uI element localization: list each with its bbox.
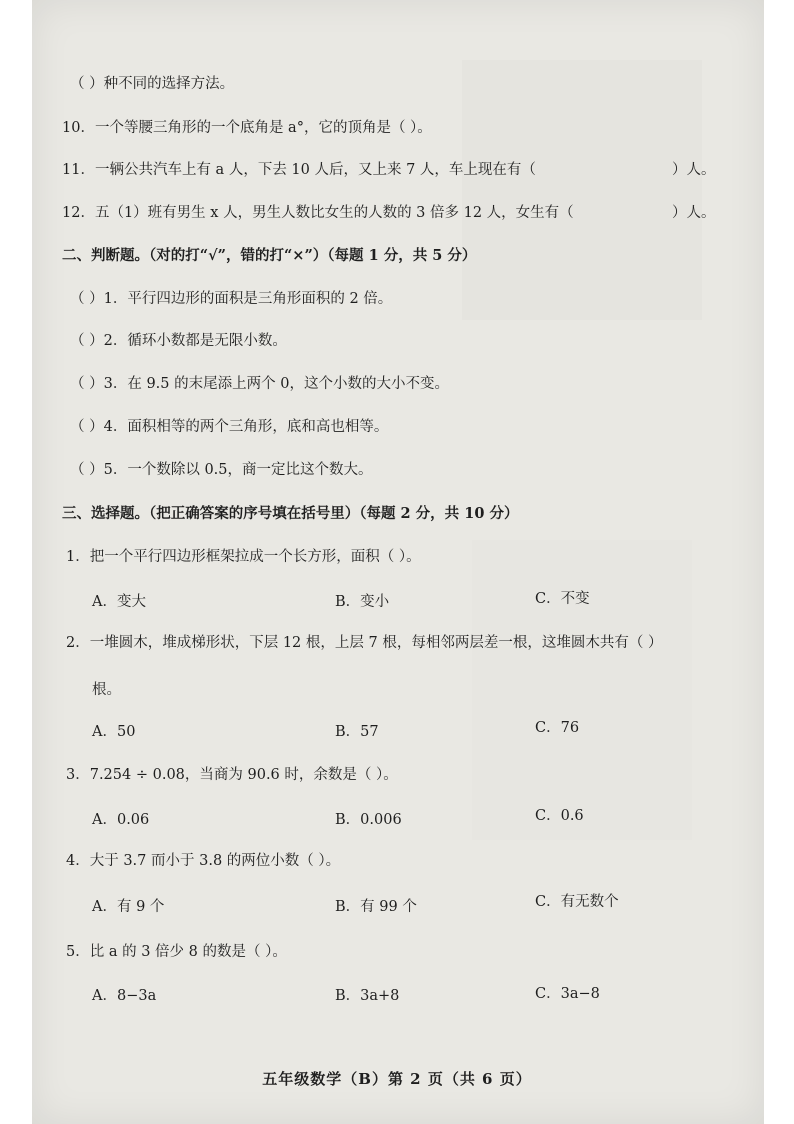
judge-item-2: （ ）2．循环小数都是无限小数。 (70, 333, 287, 349)
choice-3-option-a: A．0.06 (92, 812, 150, 828)
judge-item-3: （ ）3．在 9.5 的末尾添上两个 0，这个小数的大小不变。 (70, 376, 449, 392)
choice-4-option-c: C．有无数个 (535, 894, 619, 910)
judge-item-5: （ ）5．一个数除以 0.5，商一定比这个数大。 (70, 462, 373, 478)
choice-5-option-b: B．3a+8 (335, 988, 400, 1004)
judge-item-1: （ ）1．平行四边形的面积是三角形面积的 2 倍。 (70, 291, 393, 307)
section-judge-title: 二、判断题。（对的打“√”，错的打“×”）（每题 1 分，共 5 分） (62, 247, 477, 264)
choice-2-option-c: C．76 (535, 720, 580, 736)
choice-4-option-b: B．有 99 个 (335, 899, 417, 915)
section-choice-title: 三、选择题。（把正确答案的序号填在括号里）（每题 2 分，共 10 分） (62, 505, 519, 522)
choice-3-option-c: C．0.6 (535, 808, 584, 824)
page-footer: 五年级数学（B）第 2 页（共 6 页） (262, 1070, 532, 1088)
choice-question-2: 2．一堆圆木，堆成梯形状，下层 12 根，上层 7 根，每相邻两层差一根，这堆圆木共有（ ） (66, 635, 663, 651)
choice-question-3: 3．7.254 ÷ 0.08，当商为 90.6 时，余数是（ ）。 (66, 767, 398, 783)
choice-2-option-a: A．50 (92, 724, 136, 740)
question-11: 11．一辆公共汽车上有 a 人，下去 10 人后，又上来 7 人，车上现在有（ (62, 162, 536, 178)
choice-4-option-a: A．有 9 个 (92, 899, 165, 915)
choice-1-option-c: C．不变 (535, 591, 590, 607)
question-12: 12．五（1）班有男生 x 人，男生人数比女生的人数的 3 倍多 12 人，女生有（ (62, 205, 574, 221)
choice-3-option-b: B．0.006 (335, 812, 402, 828)
q9-tail: （ ）种不同的选择方法。 (70, 76, 235, 92)
choice-1-option-a: A．变大 (92, 594, 146, 610)
choice-2-option-b: B．57 (335, 724, 379, 740)
question-10: 10．一个等腰三角形的一个底角是 a°，它的顶角是（ ）。 (62, 120, 432, 136)
choice-question-4: 4．大于 3.7 而小于 3.8 的两位小数（ ）。 (66, 853, 341, 869)
choice-1-option-b: B．变小 (335, 594, 390, 610)
judge-item-4: （ ）4．面积相等的两个三角形，底和高也相等。 (70, 419, 389, 435)
question-11-tail: ）人。 (672, 162, 716, 178)
question-12-tail: ）人。 (672, 205, 716, 221)
choice-5-option-a: A．8−3a (92, 988, 157, 1004)
choice-5-option-c: C．3a−8 (535, 986, 600, 1002)
choice-question-1: 1．把一个平行四边形框架拉成一个长方形，面积（ ）。 (66, 549, 421, 565)
choice-question-2-cont: 根。 (92, 682, 121, 698)
choice-question-5: 5．比 a 的 3 倍少 8 的数是（ ）。 (66, 944, 287, 960)
